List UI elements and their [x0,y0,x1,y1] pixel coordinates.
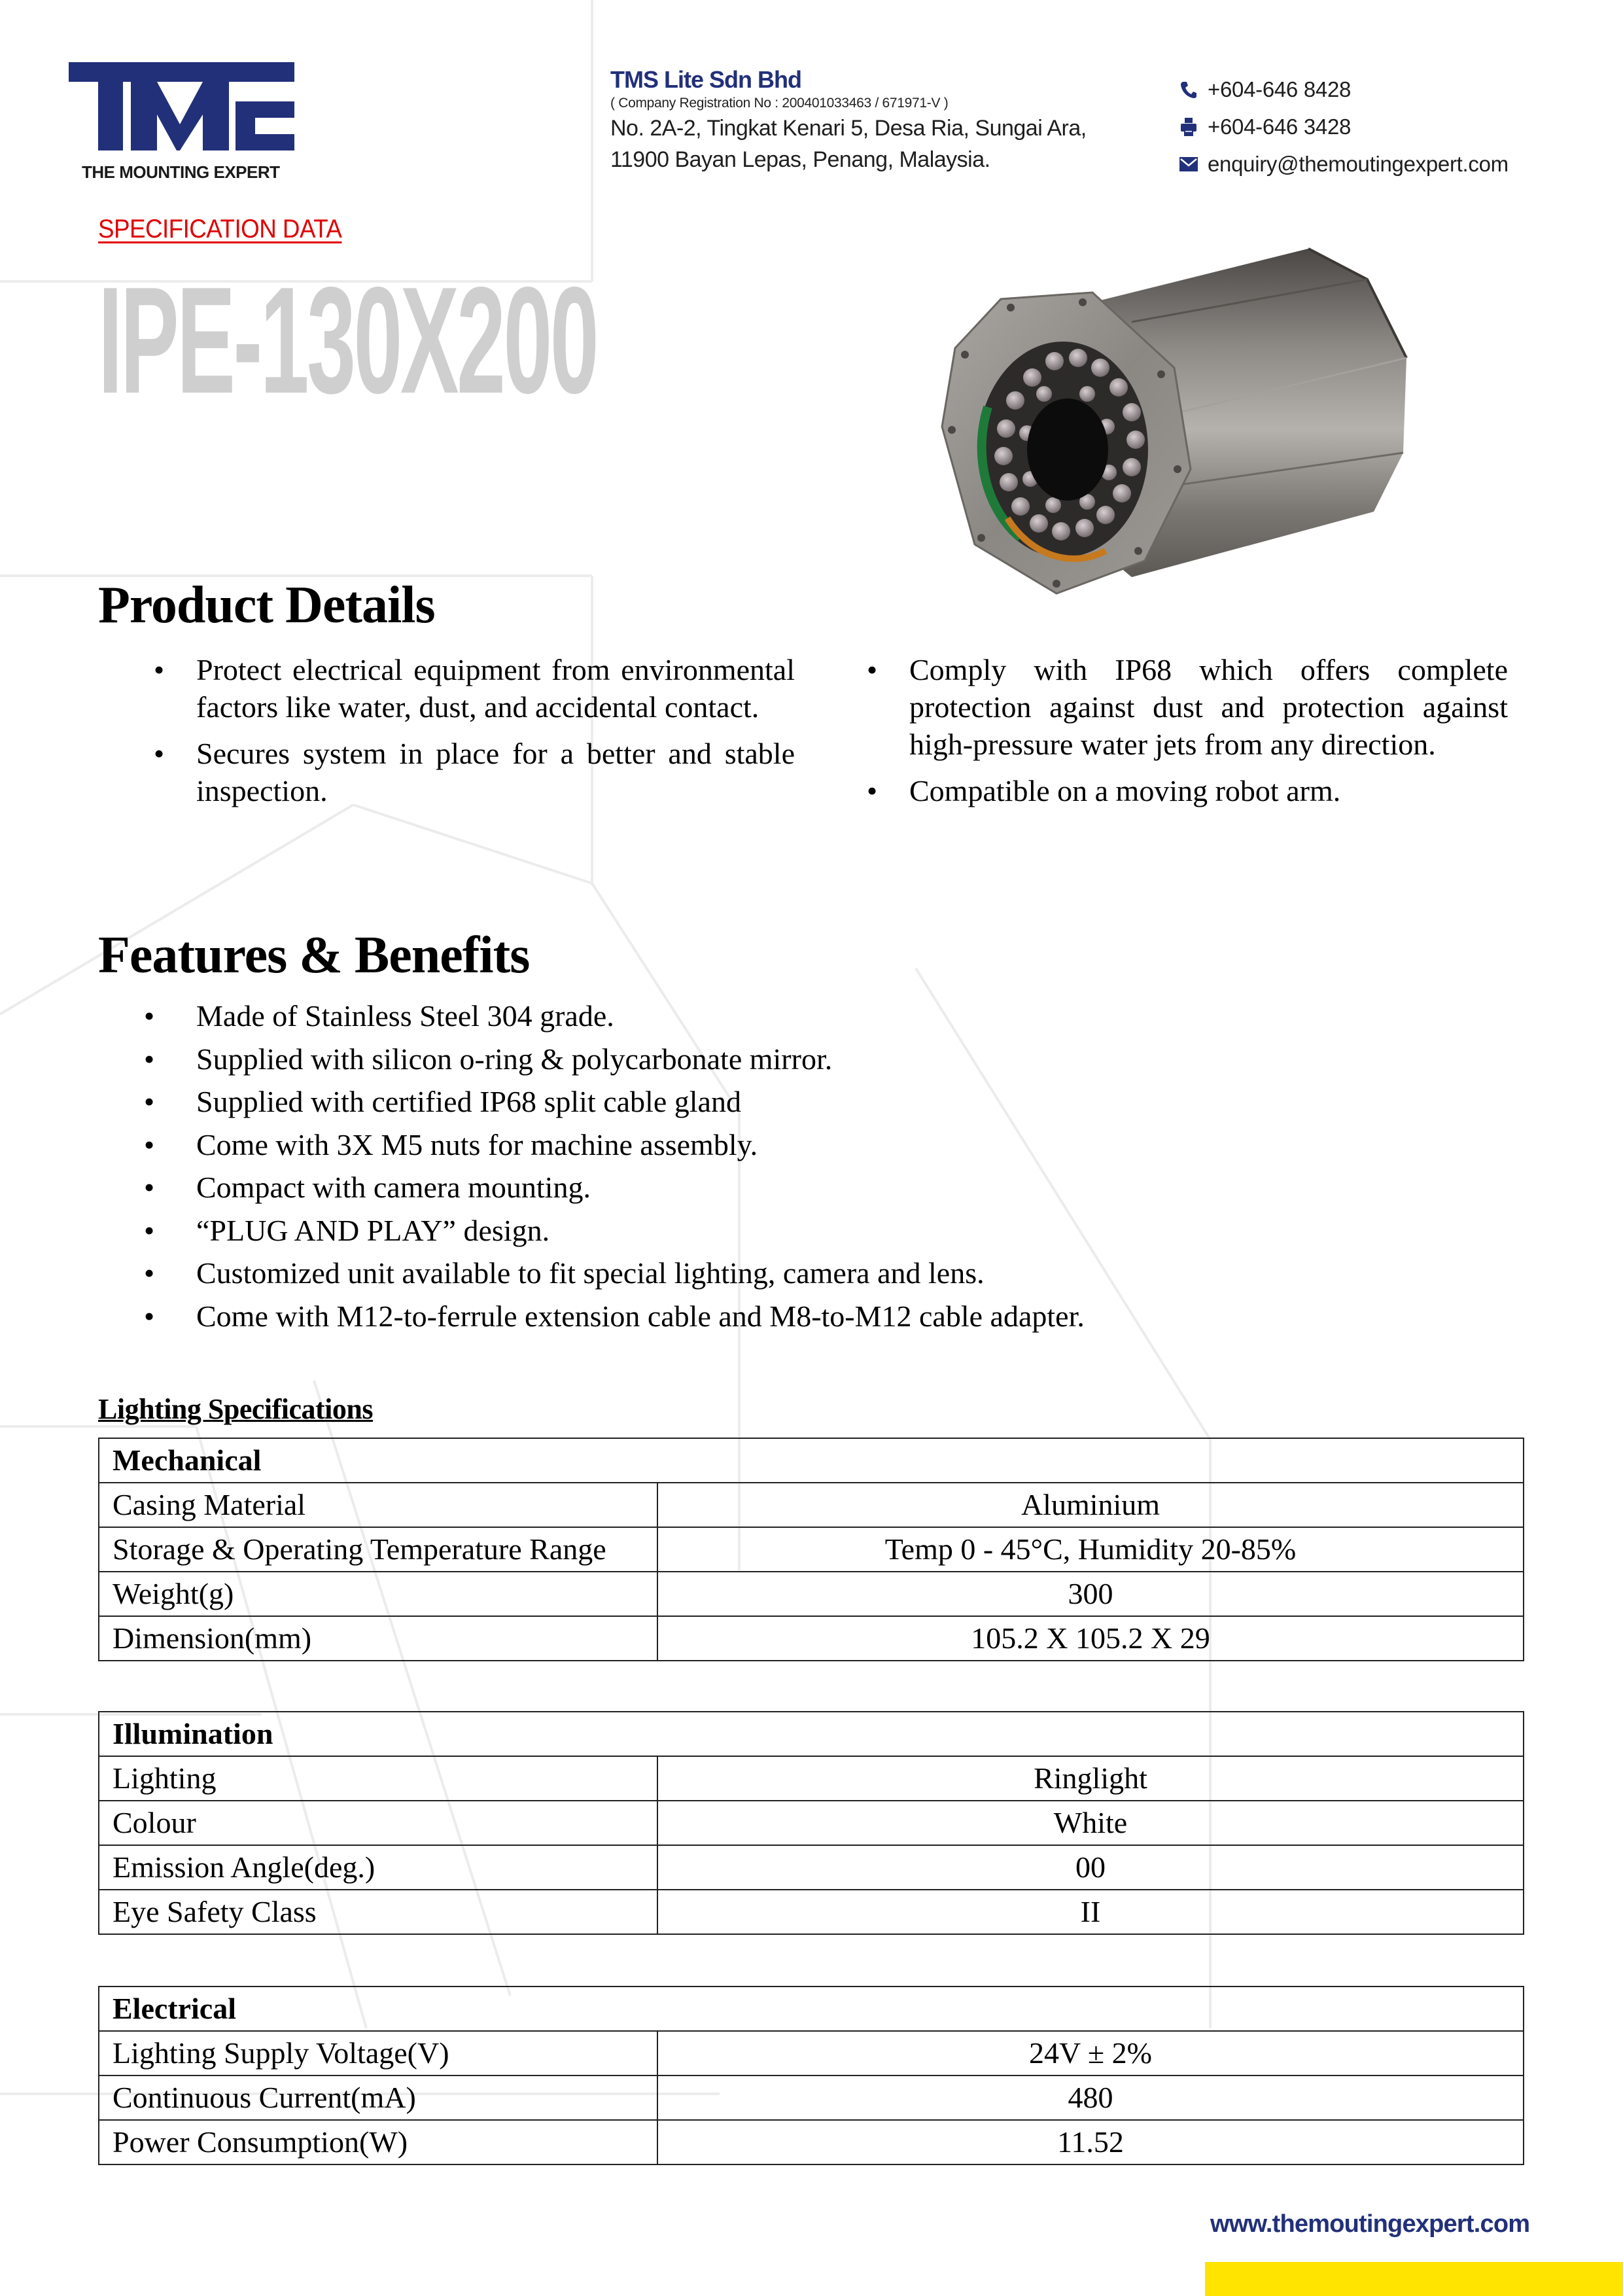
bullet-icon: • [154,653,165,686]
spec-label: Emission Angle(deg.) [99,1845,657,1890]
table-row [99,1890,1524,1934]
product-details-heading: Product Details [98,576,435,634]
company-address-line2: 11900 Bayan Lepas, Penang, Malaysia. [610,147,990,172]
tmf-logo-mark [69,62,294,150]
feature-item: • “PLUG AND PLAY” design. [144,1209,1085,1252]
phone-number[interactable]: +604-646 8428 [1208,77,1352,101]
table-row [99,1801,1524,1845]
features-heading: Features & Benefits [98,927,530,984]
specification-data-label: SPECIFICATION DATA [98,215,342,243]
bullet-icon: • [867,774,878,807]
spec-value: White [657,1801,1524,1845]
spec-value: 300 [657,1572,1524,1616]
feature-item: • Supplied with certified IP68 split cable gland [144,1080,1085,1123]
features-list [144,995,1085,1337]
spec-value: II [657,1890,1524,1934]
electrical-table [98,1986,1524,2165]
feature-item: • Come with M12-to-ferrule extension cable and M8-to-M12 cable adapter. [144,1295,1085,1338]
mechanical-table [98,1438,1524,1661]
product-details-left [154,651,795,819]
fax-icon [1179,117,1198,137]
list-item: • Comply with IP68 which offers complete protection against dust and protection against high-pressure water jets from any direction. [867,651,1508,763]
table-title: Illumination [99,1712,1524,1756]
table-row [99,1756,1524,1801]
list-item: • Compatible on a moving robot arm. [867,772,1508,809]
camera-housing-illustration [916,237,1413,610]
feature-item: • Made of Stainless Steel 304 grade. [144,995,1085,1038]
spec-value: Aluminium [657,1483,1524,1527]
spec-label: Casing Material [99,1483,657,1527]
company-address-line1: No. 2A-2, Tingkat Kenari 5, Desa Ria, Sungai Ara, [610,116,1087,141]
spec-label: Eye Safety Class [99,1890,657,1934]
spec-value: Ringlight [657,1756,1524,1801]
feature-item: • Customized unit available to fit special lighting, camera and lens. [144,1252,1085,1295]
spec-value: 11.52 [657,2120,1524,2164]
model-title: IPE-130X200 [98,256,597,425]
bullet-icon: • [144,1213,155,1247]
spec-label: Lighting Supply Voltage(V) [99,2031,657,2075]
footer-accent-bar [1205,2262,1623,2296]
feature-item: • Come with 3X M5 nuts for machine assembly. [144,1123,1085,1167]
table-row [99,2031,1524,2075]
spec-value: 480 [657,2075,1524,2120]
company-info [610,65,1087,175]
bullet-icon: • [154,737,165,770]
contact-phone [1179,71,1509,108]
illumination-table [98,1711,1524,1935]
website-link[interactable]: www.themoutingexpert.com [1210,2210,1530,2238]
spec-label: Storage & Operating Temperature Range [99,1527,657,1572]
bullet-icon: • [144,1299,155,1333]
camera-lens [1027,398,1108,501]
table-row [99,1527,1524,1572]
company-name: TMS Lite Sdn Bhd [610,66,801,93]
company-registration: ( Company Registration No : 200401033463 / 671971-V ) [610,96,949,111]
spec-label: Weight(g) [99,1572,657,1616]
fax-number[interactable]: +604-646 3428 [1208,114,1352,139]
table-row [99,1616,1524,1661]
product-image [916,237,1413,610]
spec-value: Temp 0 - 45°C, Humidity 20-85% [657,1527,1524,1572]
spec-value: 24V ± 2% [657,2031,1524,2075]
bullet-icon: • [144,1085,155,1118]
product-details-right [867,651,1508,819]
bullet-icon: • [144,1256,155,1290]
spec-value: 105.2 X 105.2 X 29 [657,1616,1524,1661]
bullet-icon: • [144,1127,155,1161]
spec-label: Dimension(mm) [99,1616,657,1661]
table-header-row [99,1712,1524,1756]
lighting-specifications-heading: Lighting Specifications [98,1393,373,1425]
email-icon [1179,154,1198,174]
contact-fax [1179,108,1509,145]
table-title: Mechanical [99,1438,1524,1483]
phone-icon [1179,80,1198,99]
contact-list [1179,71,1509,183]
bullet-icon: • [144,1171,155,1204]
bullet-icon: • [144,1042,155,1076]
table-row [99,2120,1524,2164]
bullet-icon: • [144,999,155,1033]
spec-label: Power Consumption(W) [99,2120,657,2164]
spec-value: 00 [657,1845,1524,1890]
table-title: Electrical [99,1987,1524,2031]
table-header-row [99,1987,1524,2031]
table-row [99,1483,1524,1527]
contact-email [1179,145,1509,183]
spec-label: Lighting [99,1756,657,1801]
spec-label: Colour [99,1801,657,1845]
bullet-icon: • [867,653,878,686]
logo-caption: THE MOUNTING EXPERT [82,162,280,182]
list-item: • Protect electrical equipment from environmental factors like water, dust, and accidental contact. [154,651,795,726]
list-item: • Secures system in place for a better and stable inspection. [154,735,795,809]
email-address[interactable]: enquiry@themoutingexpert.com [1208,151,1509,176]
table-row [99,2075,1524,2120]
table-row [99,1572,1524,1616]
feature-item: • Compact with camera mounting. [144,1166,1085,1209]
table-header-row [99,1438,1524,1483]
spec-label: Continuous Current(mA) [99,2075,657,2120]
table-row [99,1845,1524,1890]
feature-item: • Supplied with silicon o-ring & polycarbonate mirror. [144,1038,1085,1081]
